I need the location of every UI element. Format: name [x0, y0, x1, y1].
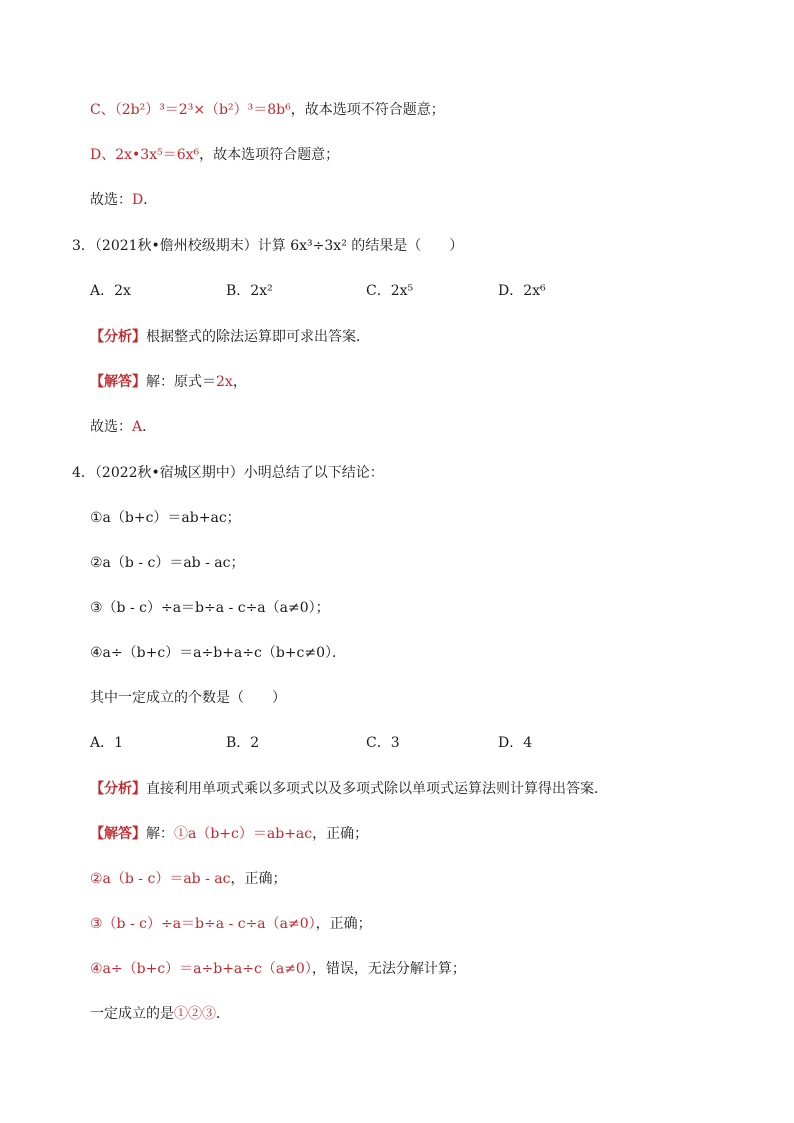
q4-analysis-text: 直接利用单项式乘以多项式以及多项式除以单项式运算法则计算得出答案． [146, 781, 608, 797]
q3-option-d: D．2x⁶ [498, 283, 546, 299]
q3-analysis-tag: 【分析】 [90, 329, 146, 345]
q4-option-b: B．2 [226, 735, 260, 751]
q3-option-a: A．2x [90, 283, 131, 299]
q4-answer-label: 解： [146, 826, 174, 842]
q4-conclusion-line [90, 1004, 230, 1024]
q3-answer-line [90, 372, 247, 392]
q4-analysis-tag: 【分析】 [90, 781, 146, 797]
question-4-text: 4．（2022秋•宿城区期中）小明总结了以下结论： [72, 465, 384, 481]
q4-solution-3-math: ③（b - c）÷a＝b÷a - c÷a（a≠0） [90, 916, 316, 932]
q4-answer-line-4 [90, 959, 466, 979]
prev-choose-line [90, 190, 157, 210]
q4-option-d: D．4 [498, 735, 533, 751]
q4-solution-1-math: ①a（b+c）＝ab+ac [174, 826, 313, 842]
prev-choose-label: 故选： [90, 192, 132, 208]
q4-option-a: A．1 [90, 735, 124, 751]
q4-conclusion-answer: ①②③ [174, 1006, 216, 1022]
prev-option-c-line [90, 100, 445, 120]
prev-option-c-comment: ，故本选项不符合题意； [290, 102, 445, 118]
q3-choose-line [90, 417, 156, 437]
q4-conclusion-label: 一定成立的是 [90, 1006, 174, 1022]
question-3-text: 3．（2021秋•儋州校级期末）计算 6x³÷3x² 的结果是（ ） [72, 238, 464, 254]
q4-solution-2-comment: ，正确； [230, 871, 287, 887]
q4-conclusion-end: ． [216, 1006, 230, 1022]
q4-answer-tag: 【解答】 [90, 826, 146, 842]
q4-solution-4-math: ④a÷（b+c）＝a÷b+a÷c（a≠0） [90, 961, 312, 977]
q3-answer-math: 2x [216, 374, 233, 390]
q4-statement-1: ①a（b+c）＝ab+ac； [90, 510, 241, 526]
q4-answer-line-3 [90, 914, 372, 934]
q4-statement-3: ③（b - c）÷a＝b÷a - c÷a（a≠0）； [90, 600, 330, 616]
q4-solution-3-comment: ，正确； [315, 916, 372, 932]
q4-prompt: 其中一定成立的个数是（ ） [90, 690, 286, 706]
q4-solution-2-math: ②a（b - c）＝ab - ac [90, 871, 231, 887]
prev-option-d-math: D、2x•3x⁵＝6x⁶ [90, 147, 200, 163]
q4-answer-line-2 [90, 869, 286, 889]
q4-answer-line-1 [90, 824, 368, 844]
q4-statement-4: ④a÷（b+c）＝a÷b+a÷c（b+c≠0）． [90, 645, 347, 661]
q4-option-c: C．3 [366, 735, 400, 751]
q3-option-b: B．2x² [226, 283, 273, 299]
q4-statement-2: ②a（b - c）＝ab - ac； [90, 555, 245, 571]
q3-analysis-line [90, 327, 370, 347]
q3-choose-answer: A [132, 419, 143, 435]
q3-answer-end: ， [232, 374, 247, 390]
prev-option-d-line [90, 145, 339, 165]
prev-choose-end: ． [143, 192, 158, 208]
prev-option-d-comment: ，故本选项符合题意； [199, 147, 340, 163]
q3-analysis-text: 根据整式的除法运算即可求出答案． [146, 329, 370, 345]
q3-choose-end: ． [142, 419, 157, 435]
prev-choose-answer: D [132, 192, 144, 208]
q3-answer-label: 解：原式＝ [146, 374, 216, 390]
q4-solution-1-comment: ，正确； [312, 826, 369, 842]
q3-option-c: C．2x⁵ [366, 283, 414, 299]
prev-option-c-math: C、（2b²）³＝2³×（b²）³＝8b⁶ [90, 102, 291, 118]
q3-choose-label: 故选： [90, 419, 132, 435]
q4-solution-4-comment: ，错误，无法分解计算； [311, 961, 466, 977]
q3-answer-tag: 【解答】 [90, 374, 146, 390]
q4-analysis-line [90, 779, 608, 799]
